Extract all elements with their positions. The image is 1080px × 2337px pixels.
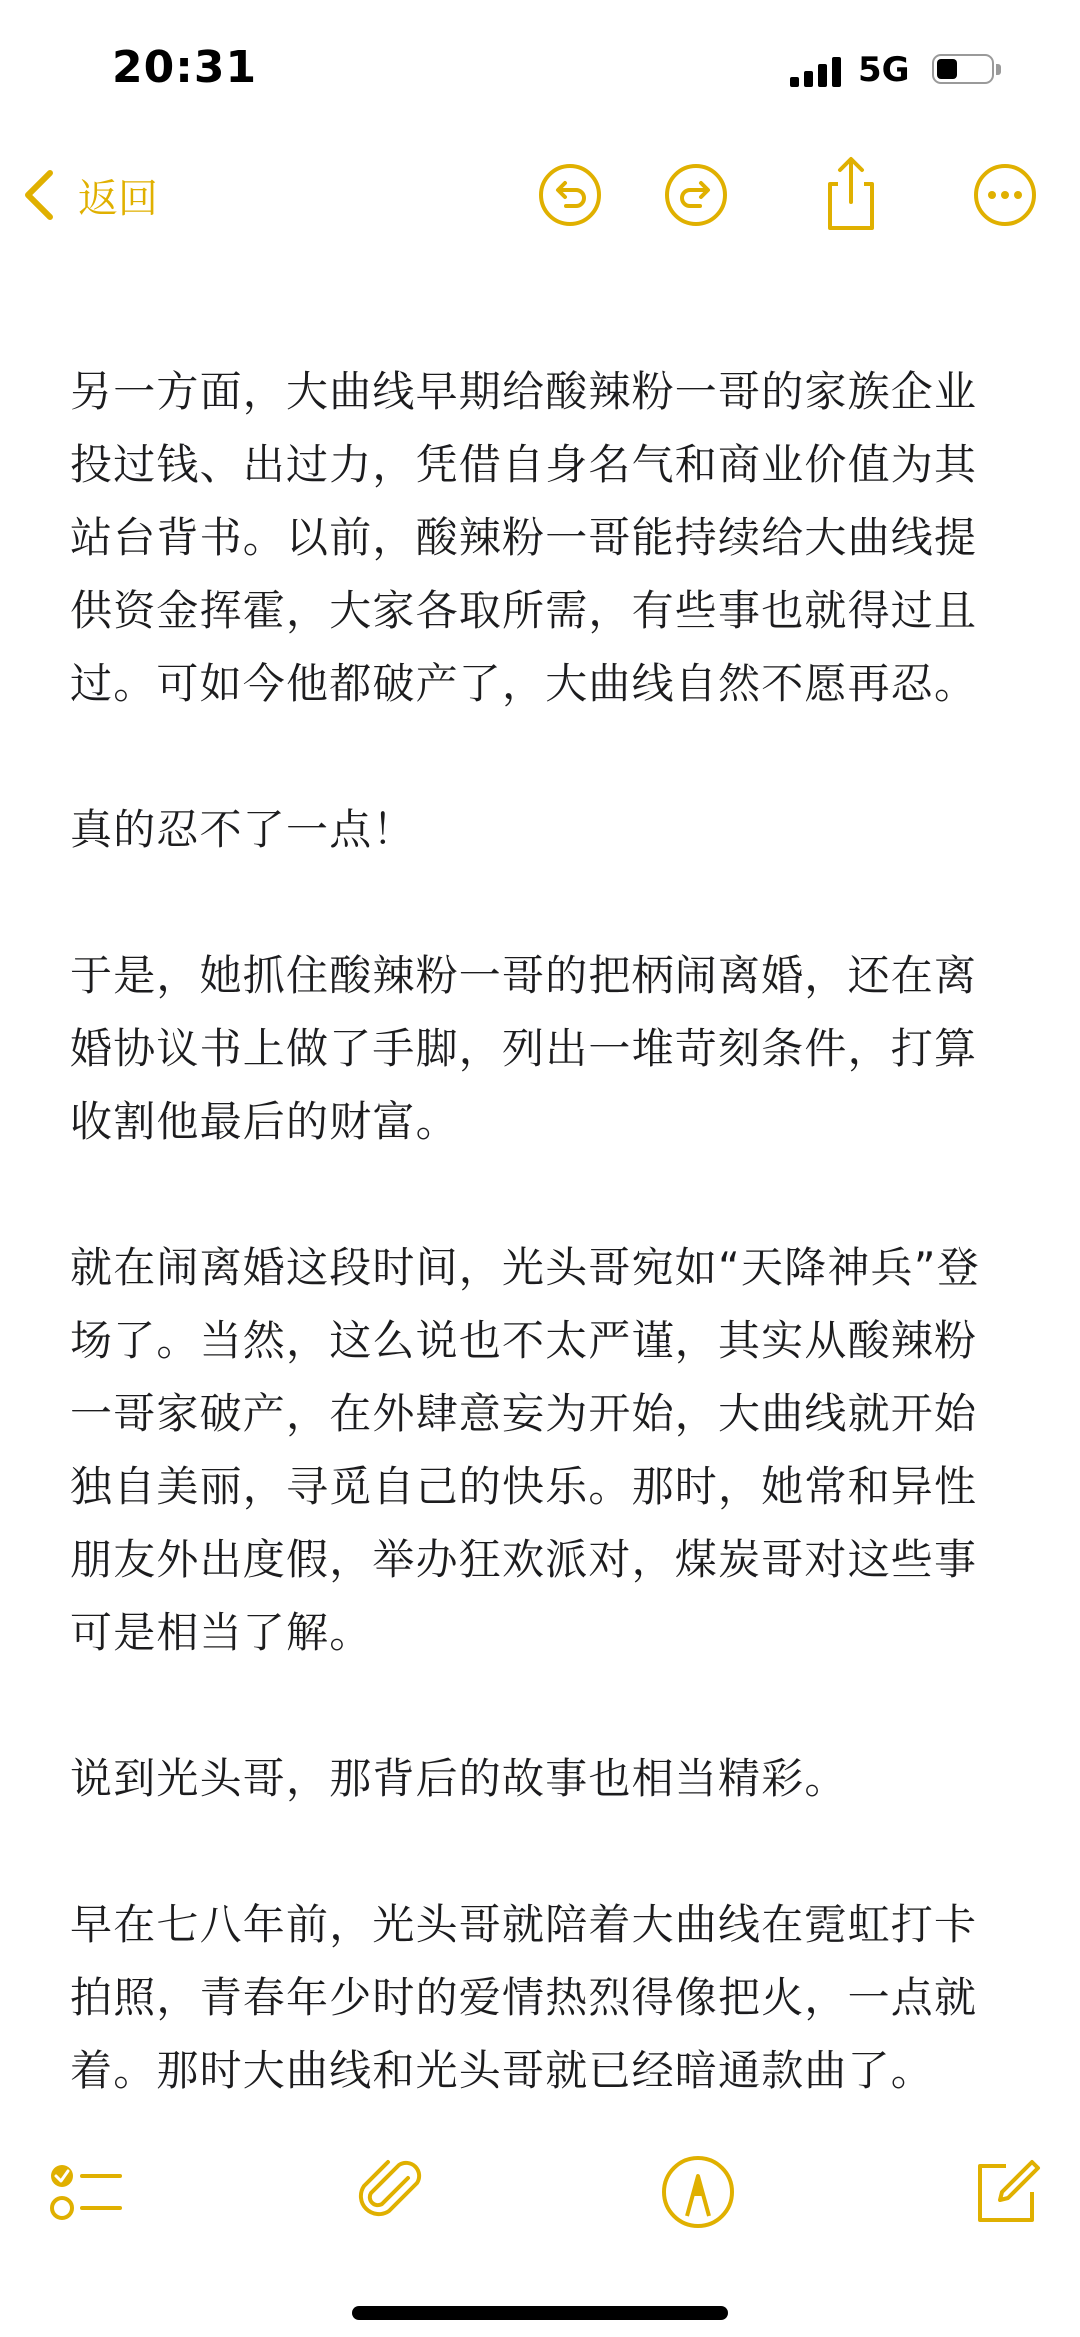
markup-button[interactable] — [658, 2152, 738, 2232]
back-label: 返回 — [78, 175, 158, 222]
paragraph: 就在闹离婚这段时间，光头哥宛如“天降神兵”登场了。当然，这么说也不太严谨，其实从酸辣粉一哥家破产，在外肆意妄为开始，大曲线就开始独自美丽，寻觅自己的快乐。那时，她常和异性朋友外出度假，举办狂欢派对，煤炭哥对这些事可是相当了解。 — [70, 1243, 980, 1657]
note-body[interactable] — [70, 355, 1020, 2180]
paragraph: 于是，她抓住酸辣粉一哥的把柄闹离婚，还在离婚协议书上做了手脚，列出一堆苛刻条件，打算收割他最后的财富。 — [70, 951, 978, 1146]
redo-button[interactable] — [663, 162, 729, 228]
home-indicator[interactable] — [352, 2306, 728, 2320]
paragraph: 早在七八年前，光头哥就陪着大曲线在霓虹打卡拍照，青春年少时的爱情热烈得像把火，一点就着。那时大曲线和光头哥就已经暗通款曲了。 — [70, 1900, 978, 2095]
undo-button[interactable] — [537, 162, 603, 228]
share-icon — [818, 154, 884, 234]
back-button[interactable] — [20, 160, 158, 230]
status-bar — [0, 0, 1080, 140]
compose-icon — [966, 2152, 1046, 2232]
share-button[interactable] — [818, 154, 884, 220]
attachment-button[interactable] — [352, 2152, 432, 2232]
battery-icon — [932, 54, 1002, 86]
markup-icon — [658, 2152, 738, 2232]
checklist-icon — [46, 2152, 126, 2232]
attachment-icon — [352, 2152, 432, 2232]
paragraph: 真的忍不了一点！ — [70, 805, 416, 854]
paragraph: 另一方面，大曲线早期给酸辣粉一哥的家族企业投过钱、出过力，凭借自身名气和商业价值为其站台背书。以前，酸辣粉一哥能持续给大曲线提供资金挥霍，大家各取所需，有些事也就得过且过。可如今他都破产了，大曲线自然不愿再忍。 — [70, 367, 978, 708]
ellipsis-icon — [972, 162, 1038, 228]
compose-button[interactable] — [966, 2152, 1046, 2232]
status-time: 20:31 — [112, 42, 258, 93]
cellular-signal-icon — [790, 55, 844, 87]
undo-icon — [537, 162, 603, 228]
chevron-left-icon — [20, 165, 60, 225]
paragraph: 说到光头哥，那背后的故事也相当精彩。 — [70, 1754, 848, 1803]
network-type: 5G — [858, 50, 910, 90]
redo-icon — [663, 162, 729, 228]
bottom-toolbar — [0, 2110, 1080, 2337]
navigation-bar — [0, 140, 1080, 250]
checklist-button[interactable] — [46, 2152, 126, 2232]
more-button[interactable] — [972, 162, 1038, 228]
